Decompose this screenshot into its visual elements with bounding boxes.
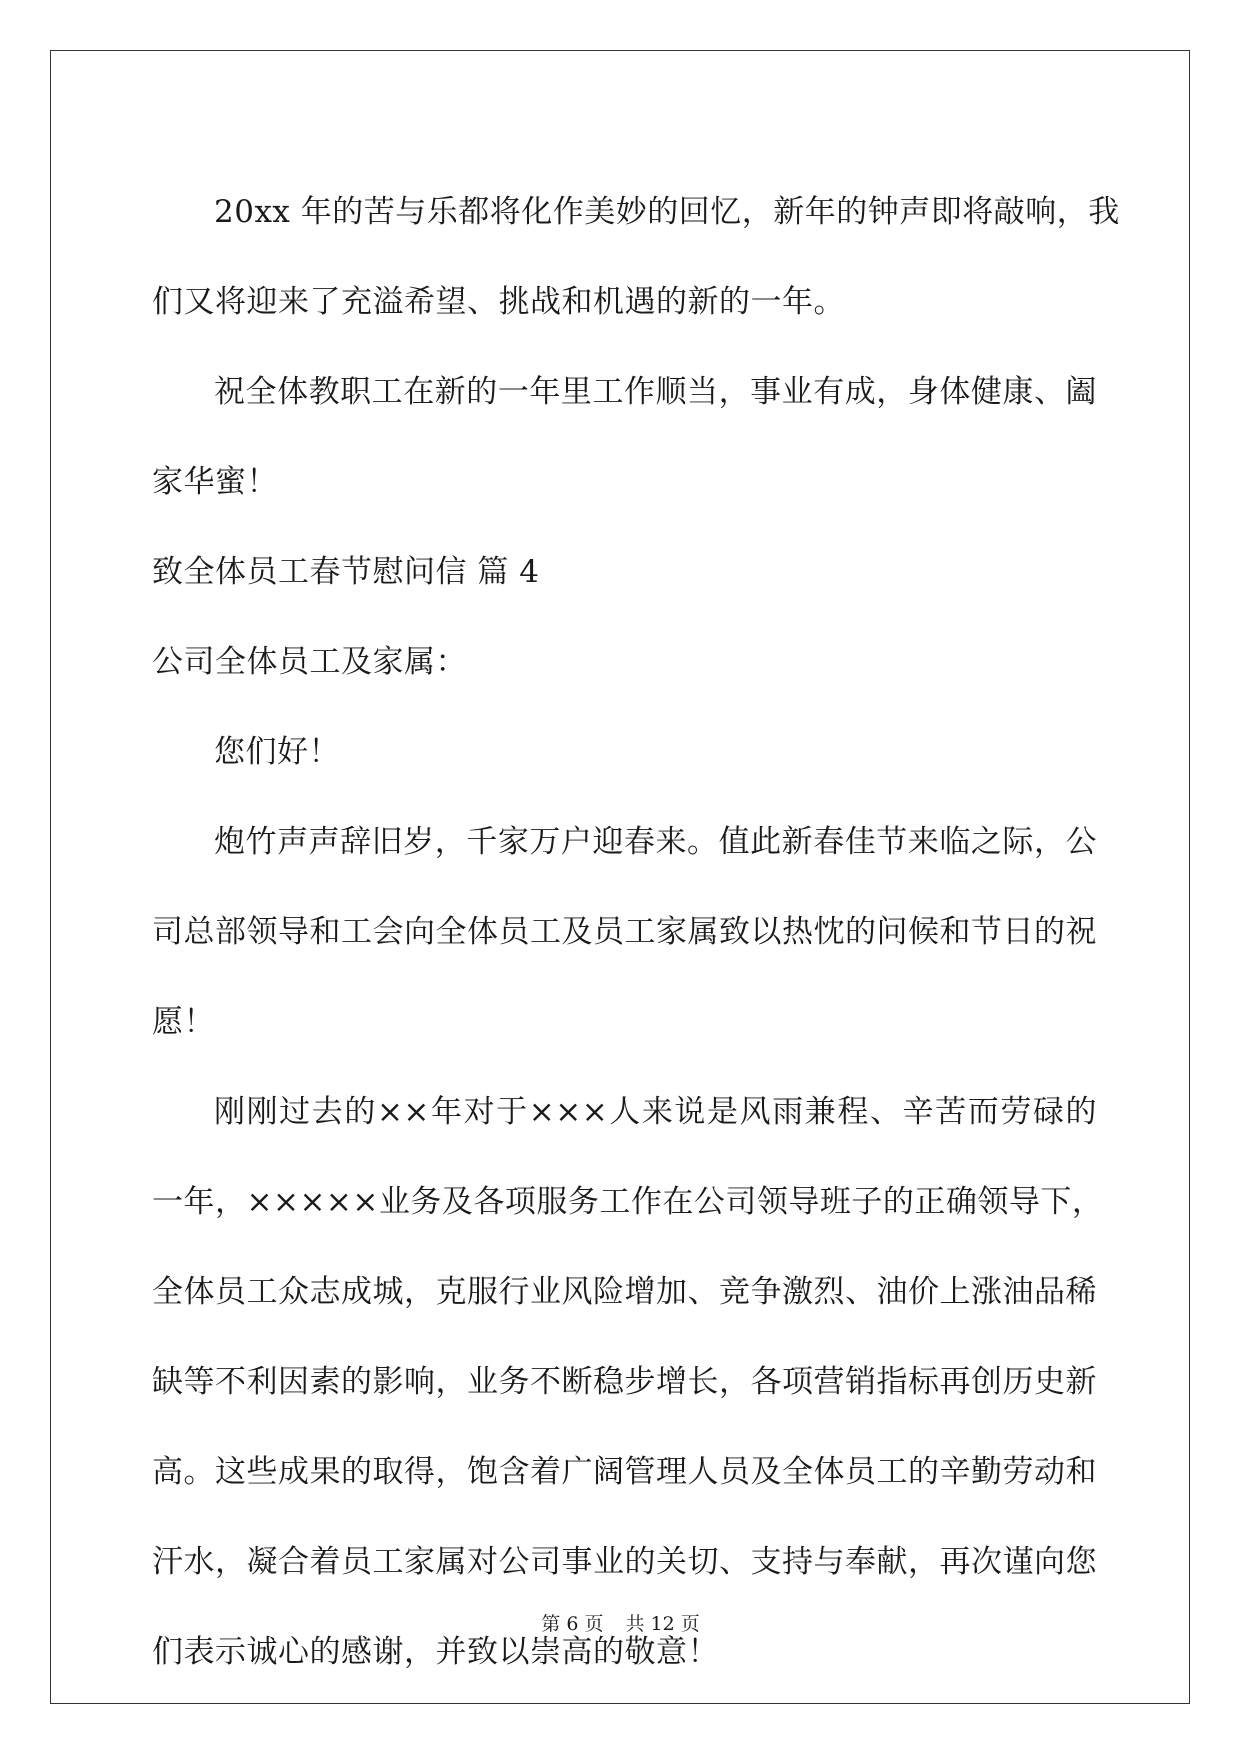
paragraph-line: 刚刚过去的××年对于×××人来说是风雨兼程、辛苦而劳碌的 [214,1094,1097,1130]
paragraph-line: 祝全体教职工在新的一年里工作顺当，事业有成，身体健康、阖 [214,374,1097,410]
paragraph-line: 全体员工众志成城，克服行业风险增加、竞争激烈、油价上涨油品稀 [152,1274,1097,1310]
paragraph-line: 20xx 年的苦与乐都将化作美妙的回忆，新年的钟声即将敲响，我 [214,194,1120,230]
greeting: 您们好！ [214,734,340,770]
paragraph-line: 汗水，凝合着员工家属对公司事业的关切、支持与奉献，再次谨向您 [152,1544,1097,1580]
paragraph-line: 高。这些成果的取得，饱含着广阔管理人员及全体员工的辛勤劳动和 [152,1454,1097,1490]
paragraph-line: 一年，×××××业务及各项服务工作在公司领导班子的正确领导下， [152,1184,1104,1220]
paragraph-line: 们又将迎来了充溢希望、挑战和机遇的新的一年。 [152,284,845,320]
paragraph-line: 炮竹声声辞旧岁，千家万户迎春来。值此新春佳节来临之际，公 [214,824,1097,860]
paragraph-line: 司总部领导和工会向全体员工及员工家属致以热忱的问候和节日的祝 [152,914,1097,950]
salutation: 公司全体员工及家属： [152,644,467,680]
paragraph-line: 家华蜜！ [152,464,278,500]
total-pages-label: 共 12 页 [625,1613,700,1635]
paragraph-line: 愿！ [152,1004,215,1040]
current-page-label: 第 6 页 [541,1613,604,1635]
section-heading: 致全体员工春节慰问信 篇 4 [152,554,540,590]
paragraph-line: 缺等不利因素的影响，业务不断稳步增长，各项营销指标再创历史新 [152,1364,1097,1400]
paragraph-line: 们表示诚心的感谢，并致以崇高的敬意！ [152,1634,719,1670]
page-footer [0,1612,1241,1636]
